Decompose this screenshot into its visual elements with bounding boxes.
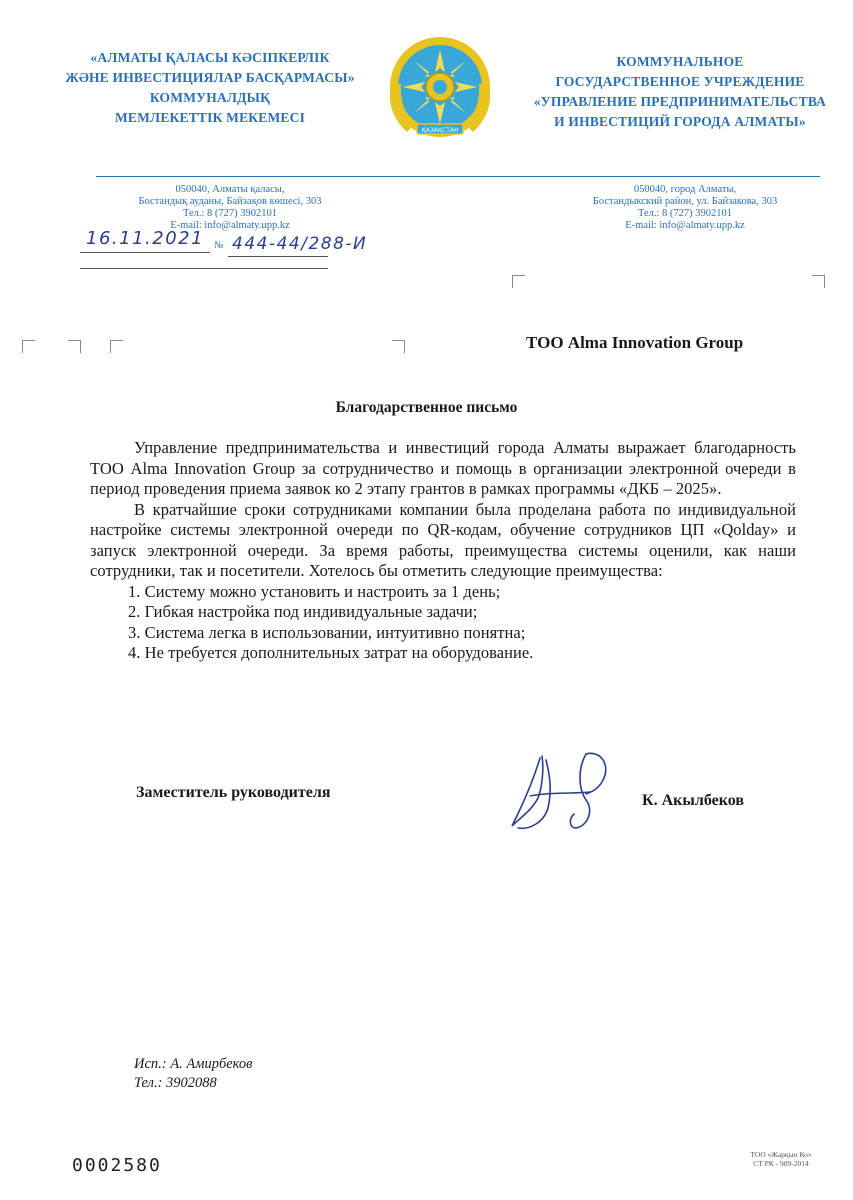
- left-org-line: МЕМЛЕКЕТТІК МЕКЕМЕСІ: [114, 110, 306, 125]
- left-address: [100, 184, 360, 232]
- state-emblem: [385, 32, 495, 142]
- right-address: [555, 184, 815, 232]
- executor-name: Исп.: А. Амирбеков: [134, 1056, 253, 1072]
- printer-line: СТ РК - 989-2014: [753, 1159, 809, 1168]
- emblem-label: ҚАЗАҚСТАН: [421, 127, 459, 134]
- registration-number-underline: [228, 256, 328, 257]
- subject-corner-mark: [68, 340, 81, 353]
- right-org-line: КОММУНАЛЬНОЕ: [616, 54, 744, 69]
- left-org-line: «АЛМАТЫ ҚАЛАСЫ КӘСІПКЕРЛІК: [90, 50, 330, 65]
- right-org-name: [520, 52, 840, 132]
- registration-number-sign: №: [214, 240, 224, 251]
- registration-date: 16.11.2021: [86, 228, 205, 249]
- left-org-line: ЖӘНЕ ИНВЕСТИЦИЯЛАР БАСҚАРМАСЫ»: [65, 70, 355, 85]
- right-address-line: E-mail: info@almaty.upp.kz: [625, 220, 745, 231]
- signature-icon: [490, 748, 640, 838]
- right-org-line: «УПРАВЛЕНИЕ ПРЕДПРИНИМАТЕЛЬСТВА: [533, 94, 827, 109]
- list-item: 4. Не требуется дополнительных затрат на оборудование.: [128, 643, 534, 662]
- subject-corner-mark: [22, 340, 35, 353]
- left-address-line: Бостандық ауданы, Байзақов көшесі, 303: [138, 196, 322, 207]
- body-paragraph: В кратчайшие сроки сотрудниками компании была проделана работа по индивидуальной настройке системы электронной очереди по QR-кодам, обучение сотрудников ЦП «Qolday» и запуск электронной очереди. За время работы, преимущества системы оценили, как наши сотрудники, так и посетители. Хотелось бы отметить следующие преимущества:: [90, 499, 796, 580]
- right-address-line: Бостандыкский район, ул. Байзакова, 303: [592, 196, 778, 207]
- recipient: ТОО Alma Innovation Group: [526, 333, 744, 352]
- right-org-line: И ИНВЕСТИЦИЙ ГОРОДА АЛМАТЫ»: [554, 114, 806, 129]
- registration-number: 444-44/288-И: [232, 234, 368, 254]
- left-org-name: [40, 48, 380, 128]
- right-org-line: ГОСУДАРСТВЕННОЕ УЧРЕЖДЕНИЕ: [555, 74, 805, 89]
- letter-body: [90, 438, 796, 664]
- list-item: 1. Систему можно установить и настроить за 1 день;: [128, 581, 501, 601]
- body-paragraph: Управление предпринимательства и инвестиций города Алматы выражает благодарность ТОО Alma Innovation Group за сотрудничество и помощь в организации электронной очереди в период проведения приема заявок ко 2 этапу грантов в рамках программы «ДКБ – 2025».: [90, 438, 796, 498]
- form-serial-number: 0002580: [72, 1155, 162, 1176]
- left-org-line: КОММУНАЛДЫҚ: [149, 90, 271, 105]
- signer-name: К. Акылбеков: [642, 792, 744, 809]
- registration-underline-long: [80, 268, 328, 269]
- left-address-line: Тел.: 8 (727) 3902101: [182, 208, 278, 219]
- printer-line: ТОО «Жарқын Ко»: [750, 1150, 812, 1159]
- subject-corner-mark: [392, 340, 405, 353]
- subject-corner-mark: [110, 340, 123, 353]
- list-item: 2. Гибкая настройка под индивидуальные задачи;: [128, 602, 478, 621]
- recipient-corner-mark: [512, 275, 525, 288]
- advantages-list: [90, 582, 796, 664]
- printer-mark: [736, 1150, 826, 1168]
- left-address-line: E-mail: info@almaty.upp.kz: [170, 220, 290, 231]
- left-address-line: 050040, Алматы қаласы,: [175, 184, 285, 195]
- signer-position: Заместитель руководителя: [136, 784, 331, 801]
- emblem-icon: [385, 32, 495, 142]
- right-address-line: Тел.: 8 (727) 3902101: [637, 208, 733, 219]
- right-address-line: 050040, город Алматы,: [633, 184, 737, 195]
- recipient-corner-mark: [812, 275, 825, 288]
- executor-phone: Тел.: 3902088: [134, 1075, 217, 1091]
- list-item: 3. Система легка в использовании, интуитивно понятна;: [128, 622, 526, 642]
- handwritten-signature: [490, 748, 640, 838]
- header-divider: [96, 176, 820, 177]
- letter-title: Благодарственное письмо: [335, 399, 518, 416]
- registration-date-underline: [80, 252, 210, 253]
